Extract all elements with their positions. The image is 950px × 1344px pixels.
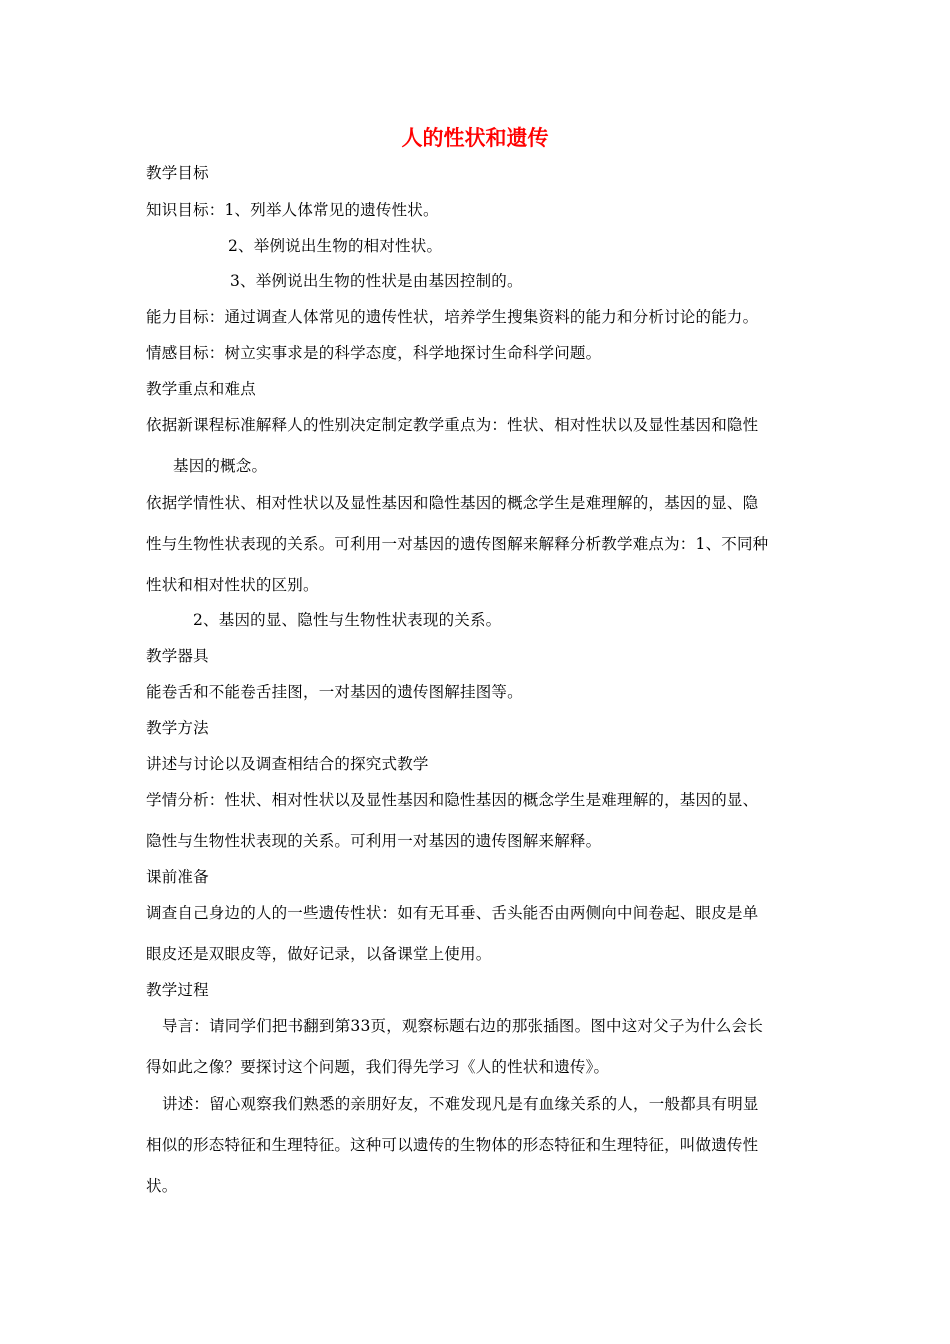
lecture-line-3: 状。	[146, 1177, 178, 1195]
teaching-method-text: 讲述与讨论以及调查相结合的探究式教学	[146, 755, 429, 773]
lecture-line-2: 相似的形态特征和生理特征。这种可以遗传的生物体的形态特征和生理特征，叫做遗传性	[146, 1136, 759, 1154]
knowledge-goal-2: 2、举例说出生物的相对性状。	[228, 237, 443, 255]
lecture-line-1: 讲述：留心观察我们熟悉的亲朋好友，不难发现凡是有血缘关系的人，一般都具有明显	[162, 1095, 759, 1113]
section-heading-key-points: 教学重点和难点	[146, 380, 256, 398]
introduction-line-1: 导言：请同学们把书翻到第33页，观察标题右边的那张插图。图中这对父子为什么会长	[162, 1017, 764, 1035]
ability-goal: 能力目标：通过调查人体常见的遗传性状，培养学生搜集资料的能力和分析讨论的能力。	[146, 308, 759, 326]
section-heading-preparation: 课前准备	[146, 868, 209, 886]
student-analysis-line-1: 学情分析：性状、相对性状以及显性基因和隐性基因的概念学生是难理解的，基因的显、	[146, 791, 759, 809]
introduction-line-2: 得如此之像？要探讨这个问题，我们得先学习《人的性状和遗传》。	[146, 1058, 610, 1076]
section-heading-teaching-method: 教学方法	[146, 719, 209, 737]
preparation-text-line-1: 调查自己身边的人的一些遗传性状：如有无耳垂、舌头能否由两侧向中间卷起、眼皮是单	[146, 904, 759, 922]
difficulty-item-2: 2、基因的显、隐性与生物性状表现的关系。	[193, 611, 502, 629]
difficulty-paragraph-line-1: 依据学情性状、相对性状以及显性基因和隐性基因的概念学生是难理解的，基因的显、隐	[146, 494, 759, 512]
key-points-paragraph-line-1: 依据新课程标准解释人的性别决定制定教学重点为：性状、相对性状以及显性基因和隐性	[146, 416, 759, 434]
section-heading-teaching-process: 教学过程	[146, 981, 209, 999]
preparation-text-line-2: 眼皮还是双眼皮等，做好记录，以备课堂上使用。	[146, 945, 492, 963]
difficulty-paragraph-line-2: 性与生物性状表现的关系。可利用一对基因的遗传图解来解释分析教学难点为：1、不同种	[146, 535, 769, 553]
knowledge-goal-1: 知识目标：1、列举人体常见的遗传性状。	[146, 201, 439, 219]
difficulty-paragraph-line-3: 性状和相对性状的区别。	[146, 576, 319, 594]
document-title: 人的性状和遗传	[401, 126, 549, 150]
key-points-paragraph-line-2: 基因的概念。	[173, 457, 268, 475]
section-heading-teaching-goals: 教学目标	[146, 164, 209, 182]
knowledge-goal-3: 3、举例说出生物的性状是由基因控制的。	[230, 272, 523, 290]
teaching-tools-text: 能卷舌和不能卷舌挂图，一对基因的遗传图解挂图等。	[146, 683, 523, 701]
emotion-goal: 情感目标：树立实事求是的科学态度，科学地探讨生命科学问题。	[146, 344, 602, 362]
student-analysis-line-2: 隐性与生物性状表现的关系。可利用一对基因的遗传图解来解释。	[146, 832, 602, 850]
section-heading-teaching-tools: 教学器具	[146, 647, 209, 665]
